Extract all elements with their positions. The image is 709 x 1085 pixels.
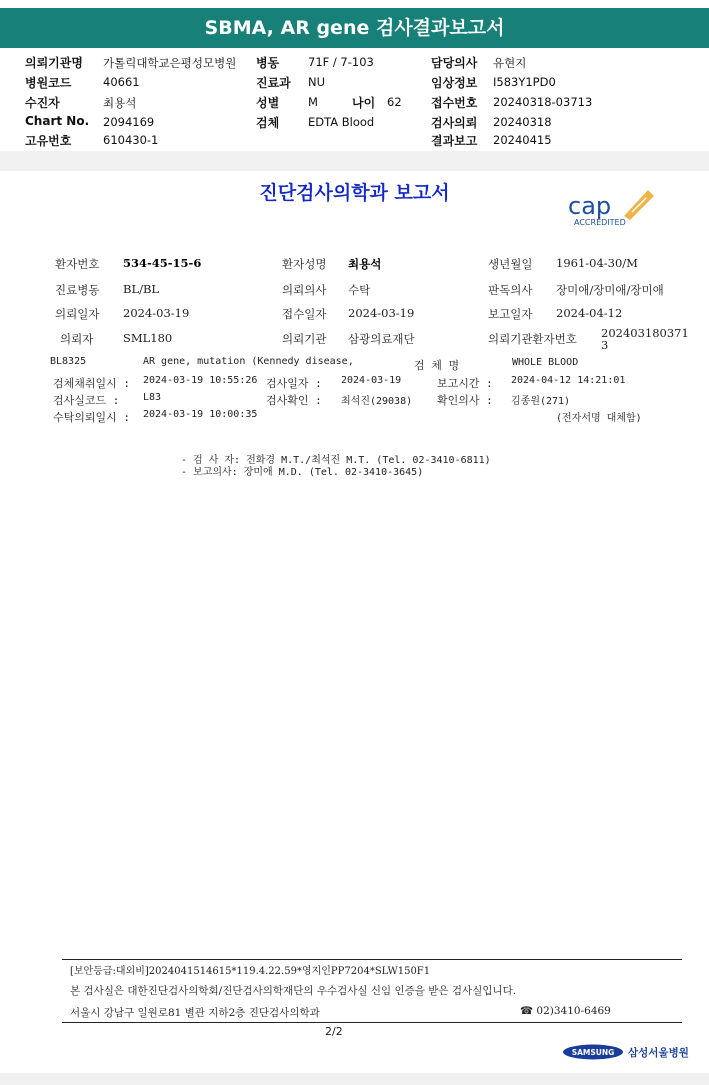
header-info	[0, 48, 709, 148]
age-value: 62	[387, 95, 402, 109]
grid-label: 진료병동	[55, 283, 100, 297]
header-label: 검체	[256, 116, 280, 130]
grid-value: SML180	[123, 331, 173, 345]
grid-value: 최용석	[348, 257, 382, 271]
header-value: 최용석	[103, 96, 137, 110]
header-value: I583Y1PD0	[493, 75, 556, 89]
grid-value: 534-45-15-6	[123, 256, 202, 270]
grid-value: 2024-03-19	[348, 306, 415, 320]
footer-bottom-line	[62, 1022, 682, 1023]
header-label: 결과보고	[431, 134, 478, 148]
grid-value: 2024-03-19	[123, 306, 190, 320]
grid-value: 삼광의료재단	[348, 332, 415, 346]
info-label: 검사일자 :	[266, 377, 322, 390]
info-value: 최석진(29038)	[341, 396, 413, 407]
age-label: 나이	[352, 96, 376, 110]
grid-label: 접수일자	[282, 307, 327, 321]
grid-label: 판독의사	[488, 283, 533, 297]
security-line: [보안등급:대외비]2024041514615*119.4.22.59*영지인PP7204*SLW150F1	[70, 966, 431, 977]
tester-info: - 검 사 자: 전화경 M.T./최석진 M.T. (Tel. 02-3410-6811)	[181, 455, 491, 466]
header-value: 2094169	[103, 115, 155, 129]
header-label: 진료과	[256, 76, 291, 90]
header-label: 병원코드	[25, 76, 72, 90]
grid-value: 장미애/장미애/장미애	[556, 283, 664, 297]
info-value: 김종원(271)	[511, 396, 571, 407]
svg-text:SAMSUNG: SAMSUNG	[571, 1048, 615, 1057]
test-name: AR gene, mutation (Kennedy disease,	[143, 356, 354, 367]
phone-text: ☎ 02)3410-6469	[520, 1005, 611, 1017]
header-label: 담당의사	[431, 56, 478, 70]
document-title: 진단검사의학과 보고서	[259, 182, 450, 204]
header-value: 유현지	[493, 56, 527, 70]
samsung-logo	[562, 1044, 624, 1060]
doctor-info: - 보고의사: 장미애 M.D. (Tel. 02-3410-3645)	[181, 467, 424, 478]
header-label: 고유번호	[25, 134, 72, 148]
info-label: 검사실코드 :	[53, 394, 120, 407]
header-label: Chart No.	[25, 114, 90, 128]
header-value: 20240415	[493, 133, 552, 147]
certification-text: 본 검사실은 대한진단검사의학회/진단검사의학재단의 우수검사실 신임 인증을 받은 검사실입니다.	[70, 985, 517, 997]
grid-label: 의뢰일자	[55, 307, 100, 321]
header-value: 610430-1	[103, 133, 159, 147]
separator-band	[0, 151, 709, 171]
grid-label: 의뢰자	[60, 332, 94, 346]
grid-value: 수탁	[348, 283, 371, 297]
header-label: 성별	[256, 96, 280, 110]
svg-text:ACCREDITED: ACCREDITED	[574, 218, 626, 227]
specimen-value: WHOLE BLOOD	[512, 357, 579, 368]
header-value: 71F / 7-103	[308, 55, 374, 69]
bottom-band	[0, 1073, 709, 1085]
grid-label: 생년월일	[488, 257, 533, 271]
info-label: 확인의사 :	[437, 394, 493, 407]
grid-value: 2024-04-12	[556, 306, 623, 320]
header-value: 40661	[103, 75, 140, 89]
grid-label: 환자성명	[282, 257, 327, 271]
address-text: 서울시 강남구 일원로81 별관 지하2층 진단검사의학과	[70, 1007, 320, 1019]
header-value: NU	[308, 75, 326, 89]
grid-value: BL/BL	[123, 282, 160, 296]
grid-label: 의뢰기관환자번호	[488, 332, 577, 346]
info-label: 검사확인 :	[266, 394, 322, 407]
footer-top-line	[62, 959, 682, 960]
svg-text:cap: cap	[568, 192, 612, 220]
info-value: 2024-04-12 14:21:01	[511, 375, 626, 386]
info-label: 보고시간 :	[437, 377, 493, 390]
header-value: EDTA Blood	[308, 115, 375, 129]
header-label: 수진자	[25, 96, 60, 110]
header-label: 접수번호	[431, 96, 478, 110]
header-label: 의뢰기관명	[25, 56, 83, 70]
info-value: L83	[143, 392, 162, 403]
info-value: 2024-03-19 10:00:35	[143, 409, 258, 420]
header-value: 가톨릭대학교은평성모병원	[103, 56, 237, 70]
grid-label: 환자번호	[55, 257, 100, 271]
specimen-label: 검 체 명	[414, 359, 460, 372]
report-title-bar: SBMA, AR gene 검사결과보고서	[0, 8, 709, 48]
grid-label: 보고일자	[488, 307, 533, 321]
info-value: (전자서명 대체함)	[556, 413, 642, 424]
info-value: 2024-03-19 10:55:26	[143, 375, 258, 386]
header-label: 병동	[256, 56, 280, 70]
grid-label: 의뢰의사	[282, 283, 327, 297]
test-code: BL8325	[50, 356, 87, 367]
hospital-name: 삼성서울병원	[628, 1047, 689, 1059]
page-number: 2/2	[325, 1025, 343, 1038]
cap-accredited-logo	[566, 186, 656, 228]
grid-value: 1961-04-30/M	[556, 256, 638, 270]
header-label: 임상정보	[431, 76, 478, 90]
info-label: 검체채취일시 :	[53, 377, 131, 390]
info-label: 수탁의뢰일시 :	[53, 411, 131, 424]
grid-value: 202403180371	[601, 326, 689, 340]
header-label: 검사의뢰	[431, 116, 478, 130]
grid-label: 의뢰기관	[282, 332, 327, 346]
header-value: 20240318-03713	[493, 95, 593, 109]
header-value: 20240318	[493, 115, 552, 129]
grid-value-continued: 3	[601, 338, 609, 352]
header-value: M	[308, 95, 318, 109]
info-value: 2024-03-19	[341, 375, 402, 386]
